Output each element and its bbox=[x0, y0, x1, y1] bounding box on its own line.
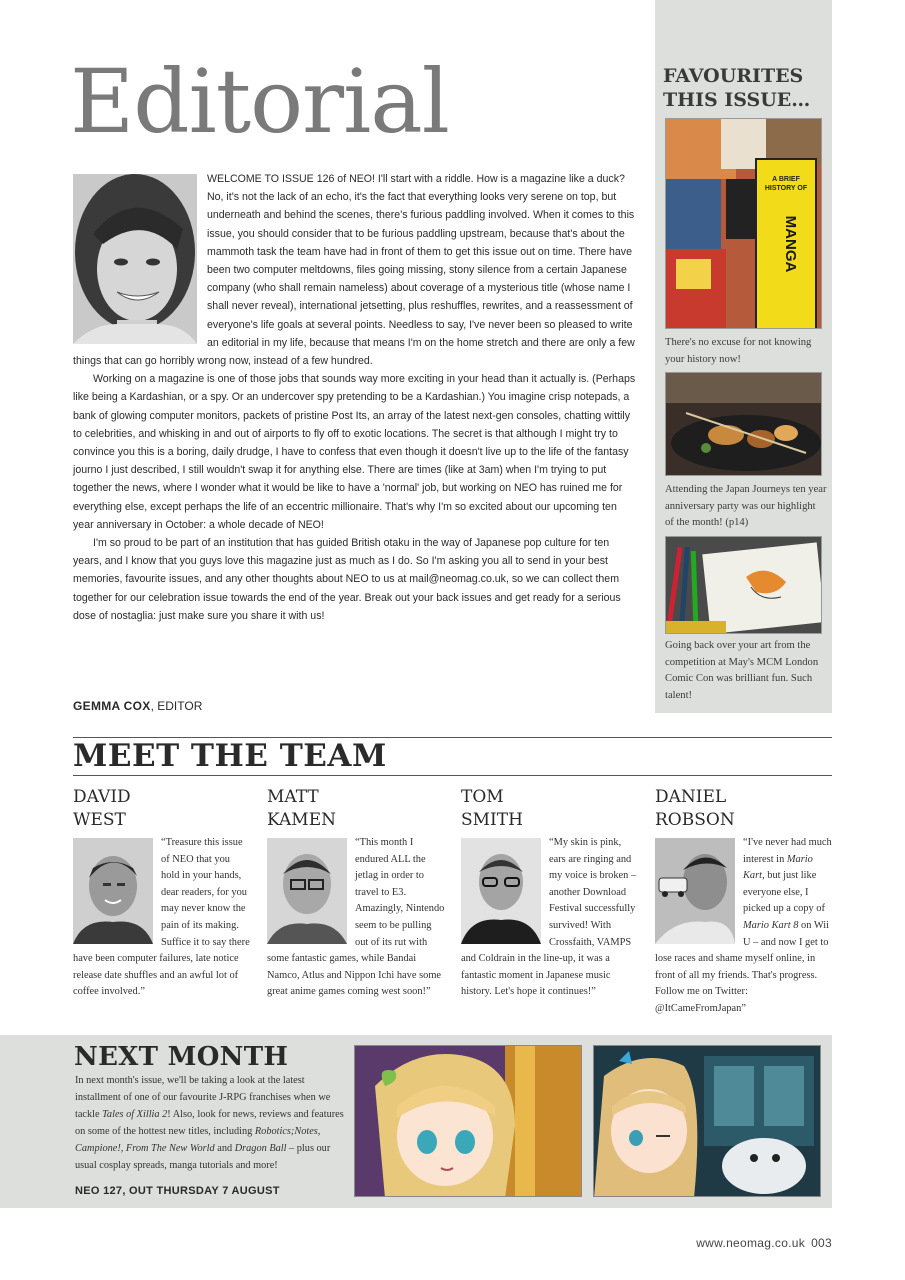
next-month-text: In next month's issue, we'll be taking a look at the latest installment of one of our favourite J-RPG franchises when we tackle Tales of Xillia 2! Also, look for news, reviews and features on some of the hottest new titles, including Robotics;Notes, Campione!, From The New World and Dragon Ball – plus our usual cosplay spreads, manga tutorials and more! bbox=[75, 1075, 344, 1171]
site-url: www.neomag.co.uk bbox=[696, 1236, 806, 1250]
member-quote-text: , but just like everyone else, I picked up a copy of bbox=[743, 870, 825, 915]
member-first-name: TOM bbox=[461, 787, 504, 807]
member-quote-text: “I've never had much interest in bbox=[743, 837, 832, 865]
team-title: MEET THE TEAM bbox=[73, 738, 387, 774]
editorial-paragraph: I'm so proud to be part of an institution that has guided British otaku in the way of Japanese pop culture for ten years, and I know that you guys love this magazine just as much as I do. So I'm asking you all to send in your best memories, favourite issues, and any other thoughts about NEO to us at mail@neomag.co.uk, so we can collect them together for our celebration issue towards the end of the year. Break out your back issues and get ready for a serious dose of nostaglia: just make sure you share it with us! bbox=[73, 537, 621, 622]
next-month-panel bbox=[0, 1035, 832, 1208]
favourite-caption: Attending the Japan Journeys ten year anniversary party was our highlight of the month! (p14) bbox=[665, 484, 827, 528]
book-cover-line: A BRIEF bbox=[772, 176, 800, 183]
member-first-name: DAVID bbox=[73, 787, 131, 807]
member-quote-text: “My skin is pink, ears are ringing and my voice is broken – another Download Festival successfully survived! With Crossfaith, VAMPS and Coldrain in the line-up, it was a fantastic moment in Japanese music history. Let's hope it continues!” bbox=[461, 837, 637, 998]
member-quote-text: on Wii U – and now I get to lose races and shame myself online, in front of all my friends. That's progress. Follow me on Twitter: @ItCameFromJapan” bbox=[655, 919, 830, 1014]
next-issue-date: NEO 127, OUT THURSDAY 7 AUGUST bbox=[75, 1185, 280, 1197]
favourite-caption: There's no excuse for not knowing your history now! bbox=[665, 337, 812, 365]
editorial-paragraph: WELCOME TO ISSUE 126 of NEO! I'll start with a riddle. How is a magazine like a duck? No, it's not the lack of an echo, it's the fact that everything looks very serene on top, but underneath and behind the scenes, there's furious paddling involved. When it comes to this issue, you should consider that to be furious paddling upstream, because that's about the mammoth task the team have had in front of them to get this issue out on time. There have been two computer meltdowns, files going missing, stony silence from a certain Japanese company (who shall remain nameless) about coverage of a mysterious title (whose name I shall never reveal), international jetsetting, plus reshuffles, rewrites, and a reassessment of everyone's life goals at several points. Needless to say, I've never been so pleased to write an editorial in my life, because that means I'm on the home stretch and there are only a few things that can go horribly wrong now, instead of a few hundred. bbox=[73, 173, 635, 368]
member-quote-text: “Treasure this issue of NEO that you hold in your hands, dear readers, for you may never know the pain of its making. Suffice it to say there have been computer failures, late notice release date shuffles and an awful lot of coffee involved.” bbox=[73, 837, 250, 998]
member-last-name: KAMEN bbox=[267, 809, 336, 830]
member-quote bbox=[655, 835, 833, 1018]
member-last-name: ROBSON bbox=[655, 809, 735, 830]
page-footer bbox=[696, 1236, 832, 1250]
page-title: Editorial bbox=[70, 50, 449, 153]
member-last-name: WEST bbox=[73, 809, 126, 830]
editor-byline bbox=[73, 699, 202, 713]
manga-book-image bbox=[665, 118, 822, 329]
book-cover-line: HISTORY OF bbox=[764, 185, 808, 192]
book-cover-line: MANGA bbox=[782, 215, 799, 273]
editor-role: , EDITOR bbox=[150, 699, 203, 713]
team-member-daniel-robson bbox=[655, 786, 833, 1018]
team-member-david-west bbox=[73, 786, 251, 1001]
team-member-tom-smith bbox=[461, 786, 639, 1001]
member-photo bbox=[73, 838, 153, 944]
food-plate-image bbox=[665, 372, 822, 476]
tales-of-xillia-screenshot bbox=[354, 1045, 582, 1197]
divider bbox=[73, 775, 832, 776]
member-photo bbox=[461, 838, 541, 944]
favourite-caption: Going back over your art from the competition at May's MCM London Comic Con was brilliant fun. Such talent! bbox=[665, 640, 819, 701]
favourites-title: FAVOURITES THIS ISSUE… bbox=[663, 65, 811, 111]
drawing-table-image bbox=[665, 536, 822, 634]
member-quote-title: Mario Kart bbox=[743, 853, 813, 882]
editorial-body bbox=[73, 170, 638, 625]
member-quote bbox=[461, 835, 639, 1001]
member-quote bbox=[267, 835, 445, 1001]
member-quote-text: “This month I endured ALL the jetlag in order to travel to E3. Amazingly, Nintendo seem to be pulling out of its rut with some fantastic games, while Bandai Namco, Atlus and Nippon Ichi have some great anime games coming west soon!” bbox=[267, 837, 445, 998]
editor-name: GEMMA COX bbox=[73, 699, 151, 713]
team-member-matt-kamen bbox=[267, 786, 445, 1001]
member-photo bbox=[655, 838, 735, 944]
editorial-paragraph: Working on a magazine is one of those jobs that sounds way more exciting in your head than it actually is. (Perhaps like being a Kardashian, or a spy. Or an undercover spy pretending to be a Kardashian.) You imagine crisp notepads, a bank of glowing computer monitors, packets of pristine Post Its, an array of the latest next-gen consoles, chatting wittily to celebrities, and whisking in and out of airports to fly off to exotic locations. The secret is that although I might try to convince you this is a boring, daily drudge, I have to confess that even though it doesn't live up to the life of the fantasy journo I just described, I still wouldn't swap it for anything else. There are times (like at 3am) when I'm trying to put together the news, where I wonder what it would be like to have a 'normal' job, but working on NEO has ruined me for everything else, except perhaps the life of an eccentric millionaire. That's why I'm so excited about our upcoming ten year anniversary in October: a whole decade of NEO! bbox=[73, 373, 636, 531]
member-last-name: SMITH bbox=[461, 809, 523, 830]
member-quote-title: Mario Kart 8 bbox=[743, 919, 799, 931]
member-first-name: DANIEL bbox=[655, 787, 727, 807]
game-character-screenshot bbox=[593, 1045, 821, 1197]
member-quote bbox=[73, 835, 251, 1001]
member-first-name: MATT bbox=[267, 787, 319, 807]
next-month-title: NEXT MONTH bbox=[74, 1042, 289, 1072]
page-number: 003 bbox=[811, 1236, 832, 1250]
member-photo bbox=[267, 838, 347, 944]
favourites-sidebar bbox=[655, 0, 832, 713]
